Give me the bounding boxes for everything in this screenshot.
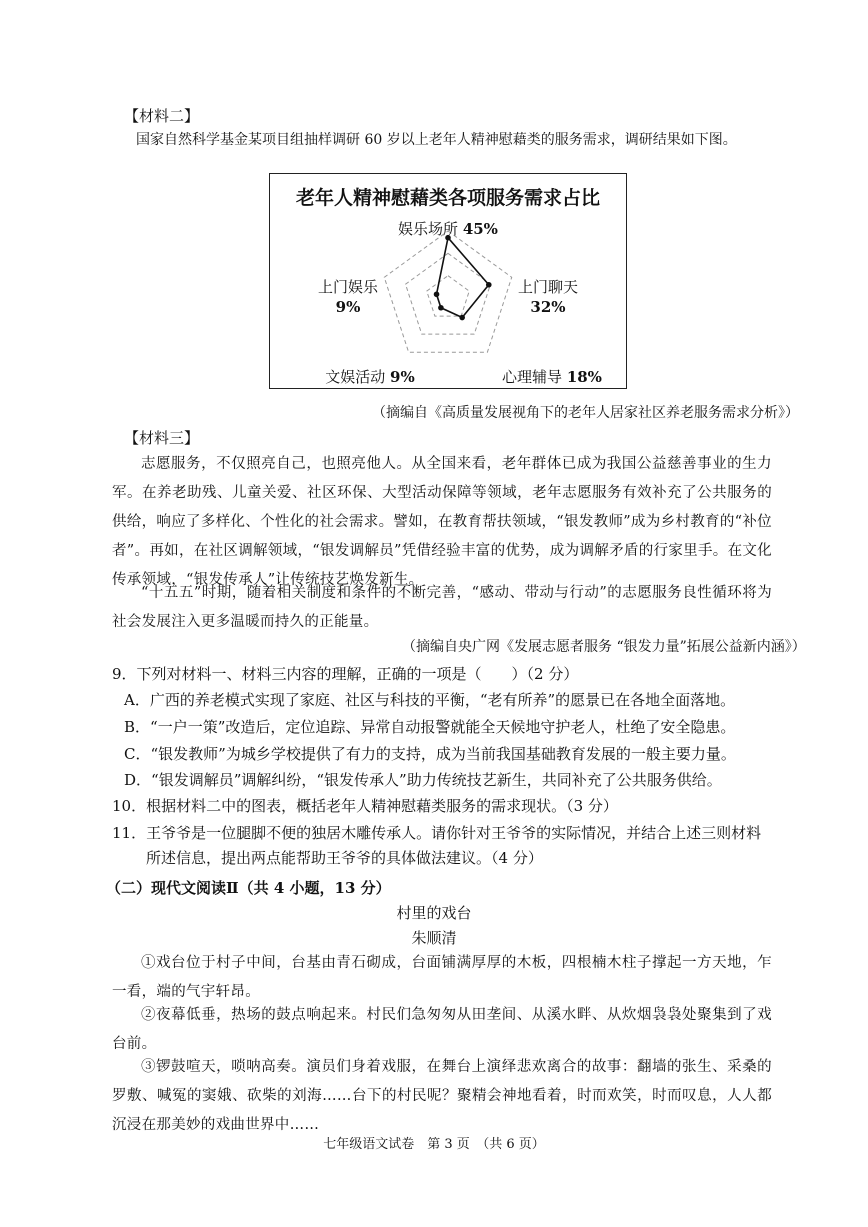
question-9-option-b: B．“一户一策”改造后，定位追踪、异常自动报警就能全天候地守护老人，杜绝了安全隐患。	[124, 718, 736, 736]
article-title: 村里的戏台	[396, 904, 472, 922]
question-9-option-c: C．“银发教师”为城乡学校提供了有力的支持，成为当前我国基础教育发展的一般主要力量。	[124, 745, 736, 763]
radar-point-5	[434, 291, 440, 297]
question-11-line-1: 11．王爷爷是一位腿脚不便的独居木雕传承人。请你针对王爷爷的实际情况，并结合上述三则材料	[112, 824, 762, 842]
radar-point-4	[438, 305, 444, 311]
radar-label-2: 上门聊天	[517, 278, 579, 296]
radar-point-2	[486, 282, 492, 288]
radar-grid-ring	[427, 276, 469, 316]
article-paragraph-1: ①戏台位于村子中间，台基由青石砌成，台面铺满厚厚的木板，四根楠木柱子撑起一方天地，乍一看，端的气宇轩昂。	[112, 955, 772, 1000]
radar-grid-ring	[384, 231, 511, 352]
section2-heading: （二）现代文阅读Ⅱ（共 4 小题，13 分）	[106, 879, 391, 897]
chart-source: （摘编自《高质量发展视角下的老年人居家社区养老服务需求分析》）	[372, 405, 799, 421]
radar-label-3: 心理辅导 18%	[502, 368, 602, 386]
question-11-line-2: 所述信息，提出两点能帮助王爷爷的具体做法建议。（4 分）	[146, 849, 543, 867]
radar-value-label-5: 9%	[335, 298, 361, 316]
radar-chart	[269, 173, 627, 389]
chart-title: 老年人精神慰藉类各项服务需求占比	[295, 187, 601, 209]
radar-label-5: 上门娱乐	[317, 278, 379, 296]
page-footer: 七年级语文试卷 第 3 页 （共 6 页）	[323, 1137, 545, 1152]
radar-value-label-2: 32%	[530, 298, 566, 316]
article-paragraph-2: ②夜幕低垂，热场的鼓点响起来。村民们急匆匆从田垄间、从溪水畔、从炊烟袅袅处聚集到了戏台前。	[112, 1007, 772, 1052]
material3-paragraph-2: “十五五”时期，随着相关制度和条件的不断完善，“感动、带动与行动”的志愿服务良性循环将为社会发展注入更多温暖而持久的正能量。	[112, 585, 772, 630]
article-author: 朱顺清	[411, 929, 457, 947]
radar-label-1: 娱乐场所 45%	[398, 220, 498, 238]
article-paragraph-3: ③锣鼓喧天，唢呐高奏。演员们身着戏服，在舞台上演绎悲欢离合的故事：翻墙的张生、采桑的罗敷、喊冤的窦娥、砍柴的刘海……台下的村民呢？聚精会神地看着，时而欢笑，时而叹息，人人都沉浸在那美妙的戏曲世界中……	[112, 1059, 772, 1133]
question-10: 10．根据材料二中的图表，概括老年人精神慰藉类服务的需求现状。（3 分）	[112, 797, 618, 815]
radar-chart-svg	[270, 174, 626, 388]
material3-source: （摘编自央广网《发展志愿者服务 “银发力量”拓展公益新内涵》）	[402, 639, 806, 655]
material3-paragraph-1: 志愿服务，不仅照亮自己，也照亮他人。从全国来看，老年群体已成为我国公益慈善事业的生力军。在养老助残、儿童关爱、社区环保、大型活动保障等领域，老年志愿服务有效补充了公共服务的供给，响应了多样化、个性化的社会需求。譬如，在教育帮扶领域，“银发教师”成为乡村教育的“补位者”。再如，在社区调解领域，“银发调解员”凭借经验丰富的优势，成为调解矛盾的行家里手。在文化传承领域，“银发传承人”让传统技艺焕发新生。	[112, 456, 772, 588]
question-9-option-a: A．广西的养老模式实现了家庭、社区与科技的平衡，“老有所养”的愿景已在各地全面落地。	[124, 691, 736, 709]
material2-heading: 【材料二】	[124, 107, 200, 125]
question-9-option-d: D．“银发调解员”调解纠纷，“银发传承人”助力传统技艺新生，共同补充了公共服务供给。	[124, 771, 722, 789]
material2-intro: 国家自然科学基金某项目组抽样调研 60 岁以上老年人精神慰藉类的服务需求，调研结果如下图。	[136, 132, 737, 148]
radar-label-4: 文娱活动 9%	[325, 368, 415, 386]
question-9: 9．下列对材料一、材料三内容的理解，正确的一项是（ ）（2 分）	[112, 665, 579, 683]
radar-series-line	[437, 238, 489, 318]
radar-point-3	[459, 315, 465, 321]
radar-grid-ring	[406, 253, 491, 334]
material3-heading: 【材料三】	[124, 429, 200, 447]
